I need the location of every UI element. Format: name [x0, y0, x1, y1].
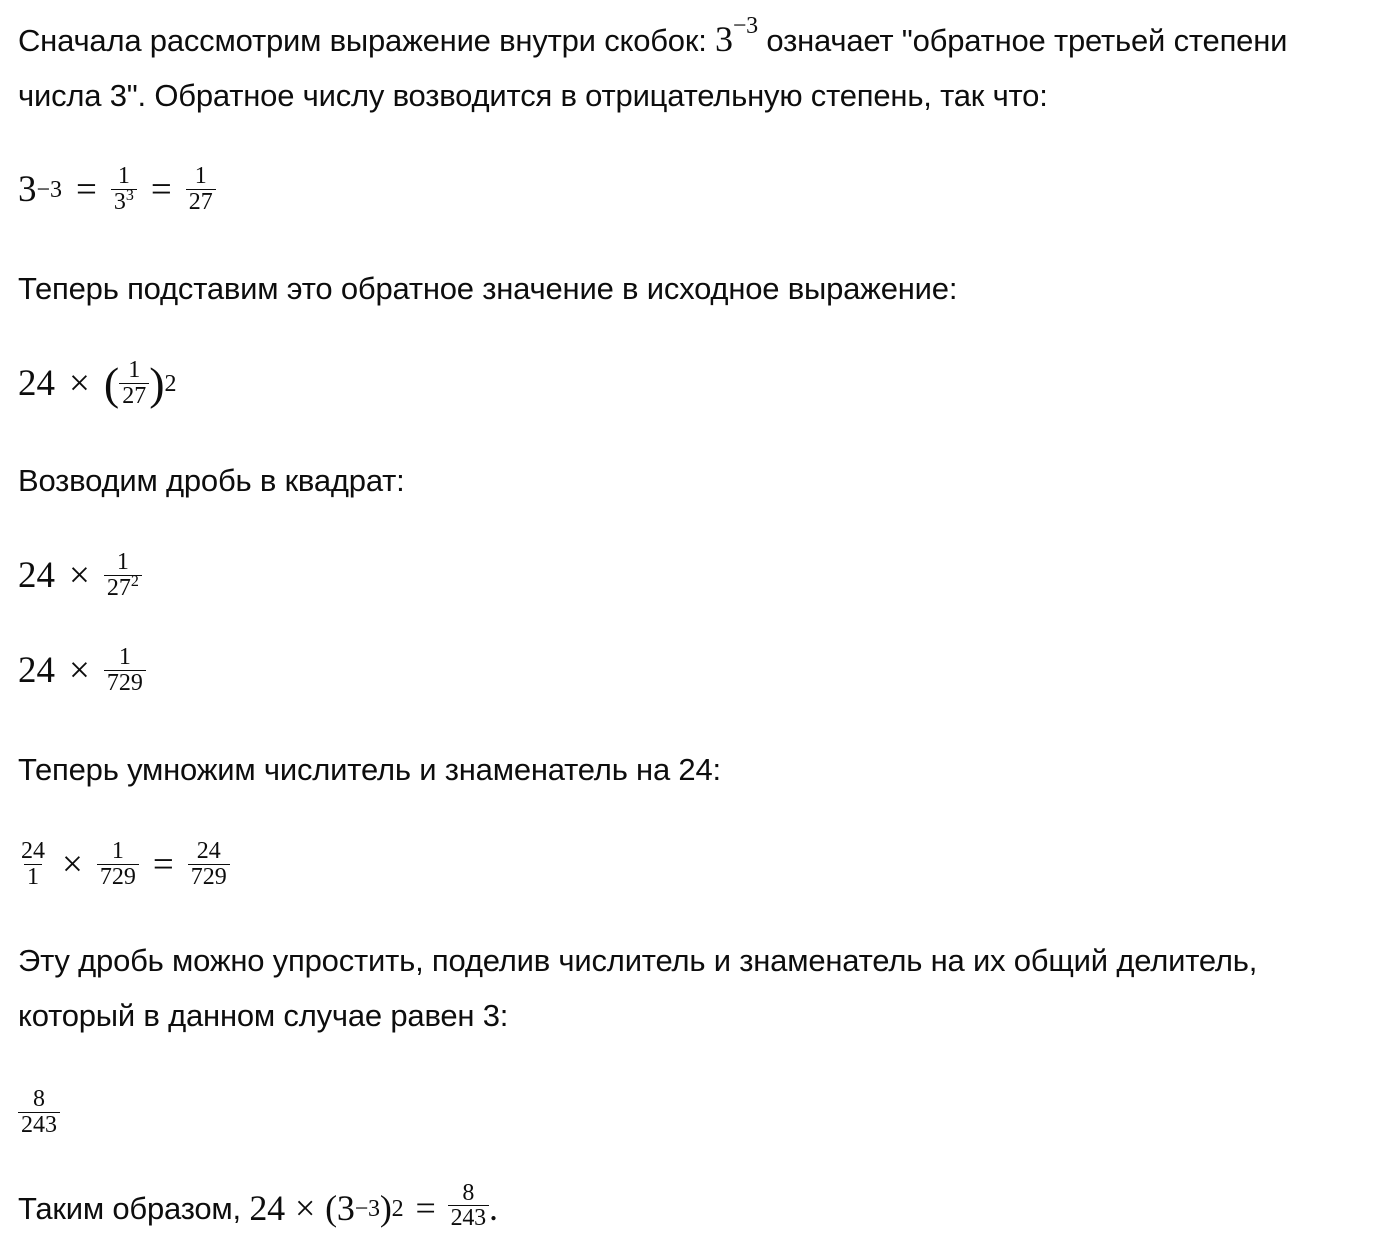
fraction: $\frac{1}{729}$ [97, 839, 139, 890]
fraction: $\frac{1}{27}$ [186, 164, 216, 215]
equation-product: $\frac{24}{1}$ × $\frac{1}{729}$ = $\frac{24}{729}$ [18, 839, 230, 890]
fraction: $\frac{24}{729}$ [188, 839, 230, 890]
fraction: $\frac{1}{729}$ [104, 645, 146, 696]
fraction: $\frac{8}{243}$ [448, 1181, 489, 1230]
equation-substituted: 24 × ( $\frac{1}{27}$ ) 2 [18, 357, 177, 409]
conclusion-math: 24 × ( 3 −3 ) 2 = $\frac{8}{243}$ . [249, 1180, 498, 1231]
intro-text-2: означает "обратное третьей степени [757, 23, 1288, 58]
fraction: $\frac{24}{1}$ [21, 838, 45, 890]
multiply-paragraph: Теперь умножим числитель и знаменатель на 24: [18, 752, 721, 787]
simplify-paragraph: Эту дробь можно упростить, поделив числитель и знаменатель на их общий делитель, который в данном случае равен 3: [18, 943, 1258, 1033]
fraction: $\frac{1}{27}$ [119, 358, 149, 409]
intro-text-3: числа 3". Обратное числу возводится в отрицательную степень, так что: [18, 78, 1048, 113]
intro-paragraph [18, 12, 1368, 123]
square-paragraph: Возводим дробь в квадрат: [18, 463, 405, 498]
fraction: $\frac{1}{3^3}$ [111, 164, 137, 215]
intro-text-1: Сначала рассмотрим выражение внутри скобок: [18, 23, 716, 58]
equation-reciprocal: 3 −3 = $\frac{1}{3^3}$ = $\frac{1}{27}$ [18, 164, 216, 215]
inline-math-power: $3^{-3}$ [715, 13, 758, 59]
fraction: $\frac{8}{243}$ [18, 1087, 60, 1138]
substitute-paragraph: Теперь подставим это обратное значение в исходное выражение: [18, 271, 958, 306]
equation-729: 24 × $\frac{1}{729}$ [18, 645, 146, 696]
equation-squared: 24 × $\frac{1}{27^2}$ [18, 550, 142, 601]
fraction: $\frac{1}{27^2}$ [104, 550, 142, 601]
conclusion-paragraph: Таким образом, 24 × ( 3 −3 ) 2 = $\frac{8}{243}$ . [18, 1181, 1368, 1236]
equation-simplified [18, 1087, 60, 1138]
